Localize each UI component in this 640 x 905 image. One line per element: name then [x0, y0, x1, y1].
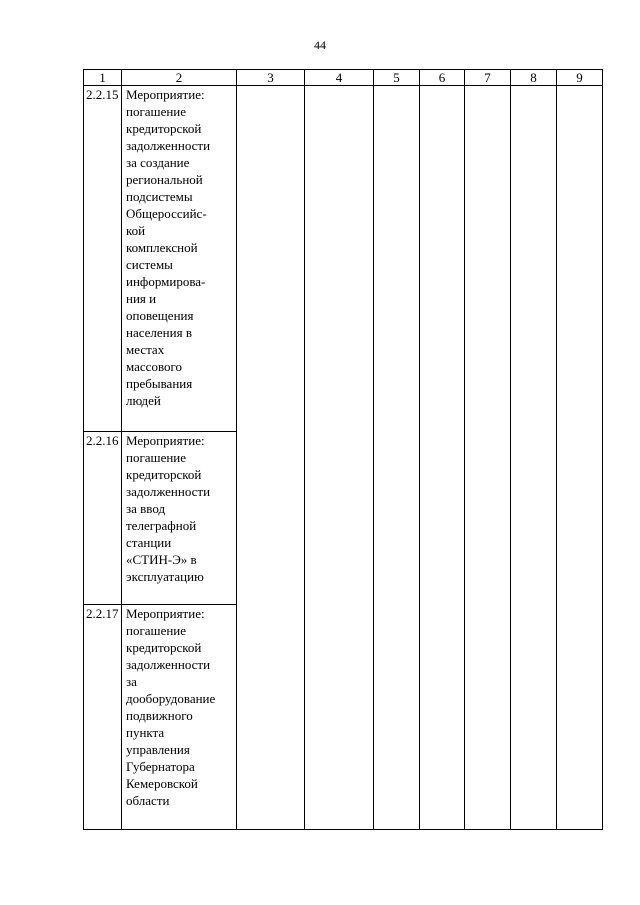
table-cell — [511, 86, 557, 830]
row-number: 2.2.17 — [84, 605, 122, 830]
row-description-text: Мероприятие: погашение кредиторской задолженности за дооборудование подвижного пункта управления Губернатора Кемеровской области — [126, 606, 216, 808]
column-header: 7 — [465, 70, 511, 86]
row-number: 2.2.16 — [84, 432, 122, 605]
program-table — [83, 69, 603, 830]
table-cell — [374, 86, 420, 830]
column-header: 4 — [305, 70, 374, 86]
column-header: 3 — [237, 70, 305, 86]
column-header: 9 — [557, 70, 603, 86]
row-description-text: Мероприятие: погашение кредиторской задолженности за создание региональной подсистемы Общероссийс- кой комплексной системы информирова- ния и оповещения населения в местах массового пребывания людей — [126, 87, 211, 408]
page-number: 44 — [314, 38, 326, 52]
table-header-row — [84, 70, 603, 86]
column-header: 6 — [420, 70, 465, 86]
table-row — [84, 86, 603, 432]
column-header: 8 — [511, 70, 557, 86]
table-cell — [237, 86, 305, 830]
column-header: 5 — [374, 70, 420, 86]
table-cell — [557, 86, 603, 830]
table-cell — [465, 86, 511, 830]
row-description — [122, 432, 237, 605]
row-description — [122, 86, 237, 432]
row-number: 2.2.15 — [84, 86, 122, 432]
row-description-text: Мероприятие: погашение кредиторской задолженности за ввод телеграфной станции «СТИН-Э» в эксплуатацию — [126, 433, 211, 584]
column-header: 1 — [84, 70, 122, 86]
table-cell — [420, 86, 465, 830]
table-cell — [305, 86, 374, 830]
row-description — [122, 605, 237, 830]
column-header: 2 — [122, 70, 237, 86]
